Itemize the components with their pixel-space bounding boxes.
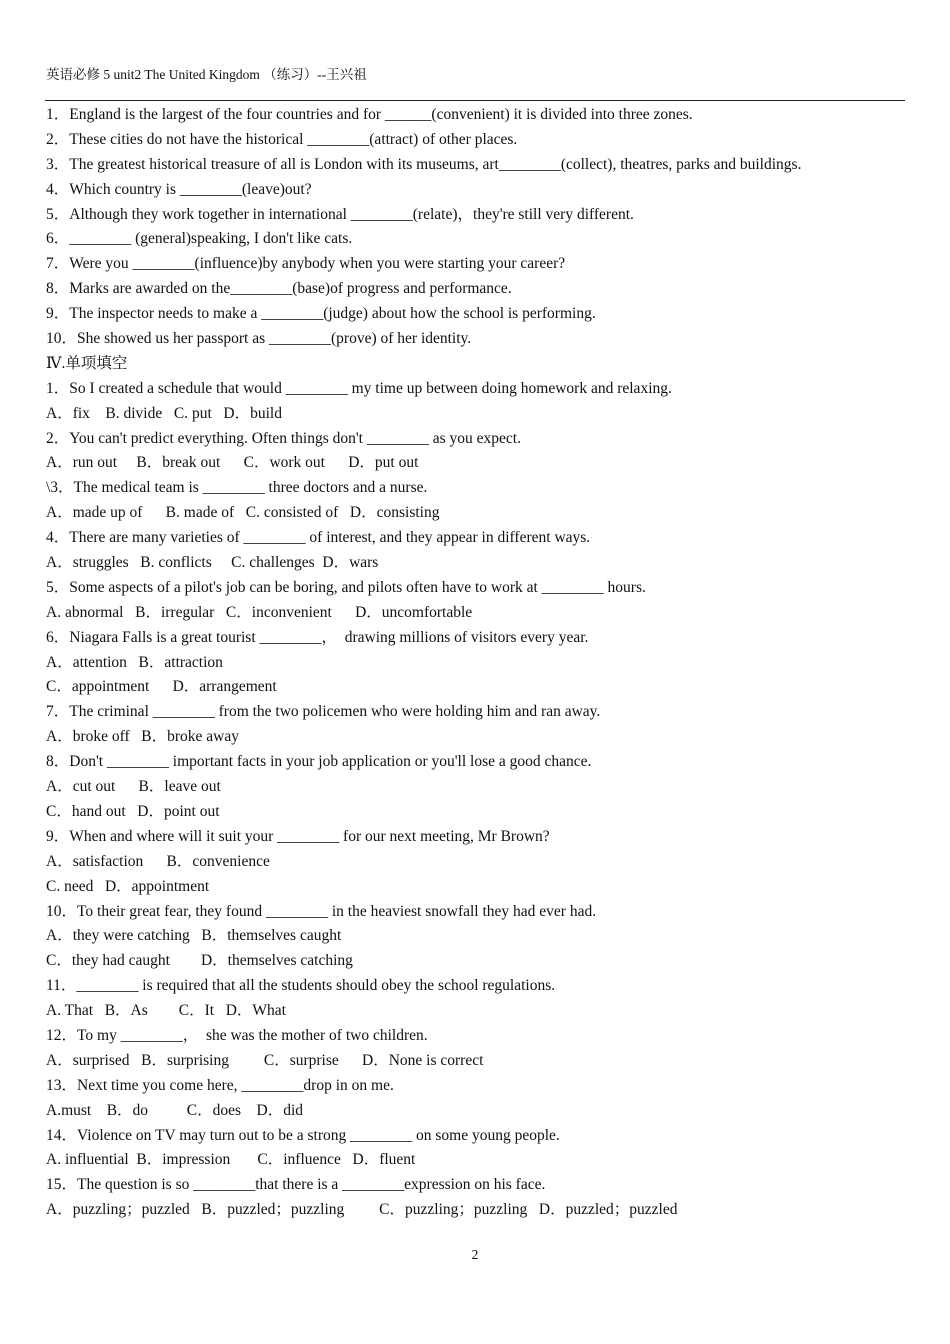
exercise-line: A. influential B．impression C．influence D．fluent (46, 1151, 416, 1169)
exercise-line: A.must B．do C．does D．did (46, 1101, 304, 1119)
exercise-line: A．made up of B. made of C. consisted of D．consisting (46, 504, 440, 522)
exercise-line: Ⅳ.单项填空 (46, 354, 128, 372)
exercise-line: 2．These cities do not have the historical ________(attract) of other places. (46, 130, 518, 148)
exercise-line: A．fix B. divide C. put D．build (46, 404, 282, 422)
exercise-line: 10．She showed us her passport as ________(prove) of her identity. (46, 330, 472, 348)
exercise-line: A．satisfaction B．convenience (46, 852, 270, 870)
exercise-line: A．struggles B. conflicts C. challenges D．wars (46, 554, 379, 572)
exercise-line: 1．So I created a schedule that would ________ my time up between doing homework and relaxing. (46, 379, 672, 397)
exercise-line: 6．Niagara Falls is a great tourist ________， drawing millions of visitors every year. (46, 628, 589, 646)
exercise-line: 8．Marks are awarded on the________(base)of progress and performance. (46, 280, 512, 298)
exercise-line: C．appointment D．arrangement (46, 678, 277, 696)
exercise-line: 15．The question is so ________that there is a ________expression on his face. (46, 1176, 546, 1194)
exercise-line: 9．When and where will it suit your ________ for our next meeting, Mr Brown? (46, 827, 550, 845)
exercise-line: 12．To my ________， she was the mother of two children. (46, 1026, 428, 1044)
exercise-line: 1．England is the largest of the four countries and for ______(convenient) it is divided into three zones. (46, 106, 693, 123)
exercise-line: 11．________ is required that all the students should obey the school regulations. (46, 977, 556, 995)
exercise-line: A．cut out B．leave out (46, 778, 221, 796)
exercise-line: 10．To their great fear, they found ________ in the heaviest snowfall they had ever had. (46, 902, 597, 920)
exercise-line: A. That B．As C．It D．What (46, 1002, 286, 1020)
header-rule (45, 100, 905, 101)
page-number: 2 (471, 1247, 479, 1262)
exercise-line: 9．The inspector needs to make a ________(judge) about how the school is performing. (46, 305, 596, 323)
exercise-line: A．puzzling；puzzled B．puzzled；puzzling C．puzzling；puzzling D．puzzled；puzzled (46, 1201, 678, 1219)
exercise-line: 8．Don't ________ important facts in your job application or you'll lose a good chance. (46, 753, 592, 771)
exercise-line: 7．The criminal ________ from the two policemen who were holding him and ran away. (46, 703, 601, 721)
exercise-line: 14．Violence on TV may turn out to be a strong ________ on some young people. (46, 1126, 560, 1144)
exercise-line: 5．Although they work together in international ________(relate)，they're still very different. (46, 205, 634, 223)
exercise-line: C. need D．appointment (46, 877, 210, 895)
exercise-line: 6．________ (general)speaking, I don't like cats. (46, 230, 353, 248)
exercise-line: C．they had caught D．themselves catching (46, 952, 353, 970)
exercise-line: 13．Next time you come here, ________drop in on me. (46, 1076, 394, 1094)
exercise-body (46, 103, 926, 1223)
exercise-line: A．they were catching B．themselves caught (46, 927, 342, 945)
exercise-line: \3．The medical team is ________ three doctors and a nurse. (46, 479, 428, 497)
exercise-line: 4．Which country is ________(leave)out? (46, 180, 312, 198)
exercise-line: A．run out B．break out C．work out D．put out (46, 454, 419, 472)
exercise-line: 7．Were you ________(influence)by anybody when you were starting your career? (46, 255, 566, 273)
exercise-line: A．broke off B．broke away (46, 728, 239, 746)
exercise-line: C．hand out D．point out (46, 802, 220, 820)
page-header: 英语必修 5 unit2 The United Kingdom （练习）--王兴祖 (46, 67, 367, 82)
exercise-line: A．attention B．attraction (46, 653, 223, 671)
exercise-line: A．surprised B．surprising C．surprise D．None is correct (46, 1051, 484, 1069)
exercise-line: 2．You can't predict everything. Often things don't ________ as you expect. (46, 429, 521, 447)
exercise-line: 3．The greatest historical treasure of all is London with its museums, art________(collect), theatres, parks and buildings. (46, 155, 802, 173)
exercise-line: 5．Some aspects of a pilot's job can be boring, and pilots often have to work at ________ hours. (46, 578, 646, 596)
exercise-line: 4．There are many varieties of ________ of interest, and they appear in different ways. (46, 529, 591, 547)
exercise-line: A. abnormal B．irregular C．inconvenient D．uncomfortable (46, 603, 473, 621)
